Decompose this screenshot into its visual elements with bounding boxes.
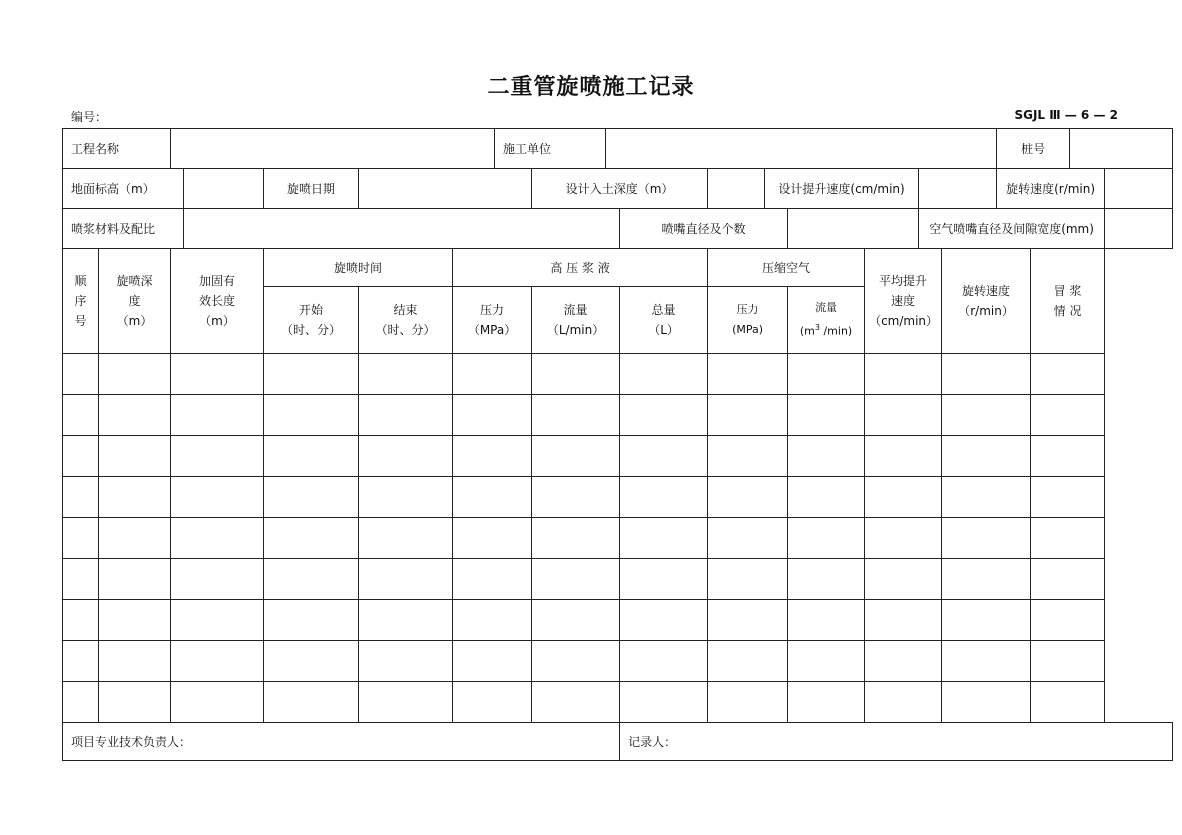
table-cell[interactable] <box>708 436 788 477</box>
table-cell[interactable] <box>171 559 264 600</box>
form-code: SGJL Ⅲ — 6 — 2 <box>1014 108 1118 122</box>
table-cell[interactable] <box>620 682 708 723</box>
record-table <box>62 128 1173 761</box>
design-depth-label: 设计入土深度（m） <box>532 169 708 209</box>
table-cell[interactable] <box>532 477 620 518</box>
table-cell[interactable] <box>865 395 942 436</box>
table-cell[interactable] <box>532 518 620 559</box>
table-cell[interactable] <box>788 600 865 641</box>
tech-lead-signature[interactable]: 项目专业技术负责人： <box>63 723 620 761</box>
table-cell[interactable] <box>942 518 1031 559</box>
table-cell[interactable] <box>453 641 532 682</box>
table-cell[interactable] <box>532 354 620 395</box>
grout-material-field[interactable] <box>184 209 620 249</box>
air-flow-header: 流量 ($m^3$ /min) <box>788 287 865 354</box>
table-cell[interactable] <box>1031 559 1105 600</box>
project-name-label: 工程名称 <box>63 129 171 169</box>
table-cell[interactable] <box>620 641 708 682</box>
table-cell[interactable] <box>532 559 620 600</box>
table-cell[interactable] <box>620 436 708 477</box>
table-cell[interactable] <box>620 518 708 559</box>
table-cell[interactable] <box>620 600 708 641</box>
table-cell[interactable] <box>171 436 264 477</box>
construction-unit-field[interactable] <box>606 129 997 169</box>
table-cell[interactable] <box>620 559 708 600</box>
grout-material-label: 喷浆材料及配比 <box>63 209 184 249</box>
table-row <box>63 436 1173 477</box>
table-cell[interactable] <box>865 682 942 723</box>
table-cell[interactable] <box>942 600 1031 641</box>
table-cell[interactable] <box>264 559 359 600</box>
reinforce-length-header: 加固有 效长度 （m） <box>171 249 264 354</box>
table-cell[interactable] <box>171 354 264 395</box>
hp-total-header: 总量 （L） <box>620 287 708 354</box>
table-cell[interactable] <box>171 395 264 436</box>
table-cell[interactable] <box>1031 518 1105 559</box>
rotation-speed-label: 旋转速度(r/min) <box>997 169 1105 209</box>
table-cell[interactable] <box>708 477 788 518</box>
table-cell[interactable] <box>63 518 99 559</box>
pile-no-field[interactable] <box>1070 129 1173 169</box>
table-cell[interactable] <box>264 600 359 641</box>
table-cell[interactable] <box>942 559 1031 600</box>
table-cell[interactable] <box>865 354 942 395</box>
table-cell[interactable] <box>708 559 788 600</box>
table-row <box>63 477 1173 518</box>
table-cell[interactable] <box>942 395 1031 436</box>
table-cell[interactable] <box>532 395 620 436</box>
table-cell[interactable] <box>532 641 620 682</box>
table-row <box>63 354 1173 395</box>
table-cell[interactable] <box>63 559 99 600</box>
table-cell[interactable] <box>99 559 171 600</box>
table-row <box>63 600 1173 641</box>
table-row <box>63 518 1173 559</box>
table-cell[interactable] <box>99 477 171 518</box>
table-cell[interactable] <box>453 559 532 600</box>
table-cell[interactable] <box>63 477 99 518</box>
table-cell[interactable] <box>453 518 532 559</box>
table-cell[interactable] <box>708 600 788 641</box>
table-row <box>63 682 1173 723</box>
nozzle-diameter-field[interactable] <box>788 209 919 249</box>
table-cell[interactable] <box>359 518 453 559</box>
table-cell[interactable] <box>942 682 1031 723</box>
table-cell[interactable] <box>264 395 359 436</box>
table-cell[interactable] <box>532 600 620 641</box>
table-cell[interactable] <box>942 477 1031 518</box>
table-cell[interactable] <box>708 395 788 436</box>
table-cell[interactable] <box>171 477 264 518</box>
table-cell[interactable] <box>865 559 942 600</box>
table-cell[interactable] <box>63 395 99 436</box>
table-cell[interactable] <box>453 600 532 641</box>
table-cell[interactable] <box>264 641 359 682</box>
table-cell[interactable] <box>788 354 865 395</box>
construction-unit-label: 施工单位 <box>495 129 606 169</box>
ground-elevation-field[interactable] <box>184 169 264 209</box>
table-cell[interactable] <box>1031 354 1105 395</box>
air-pressure-header: 压力 (MPa) <box>708 287 788 354</box>
ground-elevation-label: 地面标高（m） <box>63 169 184 209</box>
table-cell[interactable] <box>99 395 171 436</box>
table-cell[interactable] <box>63 641 99 682</box>
table-cell[interactable] <box>788 559 865 600</box>
table-cell[interactable] <box>99 518 171 559</box>
table-cell[interactable] <box>865 477 942 518</box>
table-cell[interactable] <box>708 641 788 682</box>
start-time-header: 开始 （时、分） <box>264 287 359 354</box>
table-cell[interactable] <box>99 354 171 395</box>
table-cell[interactable] <box>708 354 788 395</box>
jet-date-field[interactable] <box>359 169 532 209</box>
table-row <box>63 559 1173 600</box>
table-cell[interactable] <box>620 354 708 395</box>
air-nozzle-label: 空气喷嘴直径及间隙宽度(mm) <box>919 209 1105 249</box>
rotation-speed-field[interactable] <box>1105 169 1173 209</box>
jet-depth-header: 旋喷深 度 （m） <box>99 249 171 354</box>
table-cell[interactable] <box>453 682 532 723</box>
table-cell[interactable] <box>264 354 359 395</box>
table-cell[interactable] <box>359 641 453 682</box>
table-cell[interactable] <box>788 436 865 477</box>
table-cell[interactable] <box>359 354 453 395</box>
table-cell[interactable] <box>1031 600 1105 641</box>
table-cell[interactable] <box>942 641 1031 682</box>
end-time-header: 结束 （时、分） <box>359 287 453 354</box>
design-lift-speed-label: 设计提升速度(cm/min) <box>765 169 919 209</box>
table-cell[interactable] <box>865 436 942 477</box>
design-depth-field[interactable] <box>708 169 765 209</box>
table-cell[interactable] <box>171 518 264 559</box>
table-cell[interactable] <box>453 354 532 395</box>
table-cell[interactable] <box>99 436 171 477</box>
table-cell[interactable] <box>99 600 171 641</box>
table-cell[interactable] <box>359 600 453 641</box>
table-cell[interactable] <box>264 436 359 477</box>
page-title: 二重管旋喷施工记录 <box>487 75 695 100</box>
table-cell[interactable] <box>359 477 453 518</box>
table-cell[interactable] <box>63 354 99 395</box>
table-cell[interactable] <box>532 436 620 477</box>
hp-flow-header: 流量 （L/min） <box>532 287 620 354</box>
compressed-air-header: 压缩空气 <box>708 249 865 287</box>
table-cell[interactable] <box>620 395 708 436</box>
table-cell[interactable] <box>63 682 99 723</box>
data-rows <box>63 354 1173 723</box>
recorder-signature[interactable]: 记录人： <box>620 723 1173 761</box>
table-cell[interactable] <box>359 395 453 436</box>
air-nozzle-field[interactable] <box>1105 209 1173 249</box>
table-cell[interactable] <box>1031 477 1105 518</box>
table-cell[interactable] <box>865 518 942 559</box>
table-cell[interactable] <box>942 436 1031 477</box>
grout-return-header: 冒 浆 情 况 <box>1031 249 1105 354</box>
table-cell[interactable] <box>99 641 171 682</box>
table-cell[interactable] <box>620 477 708 518</box>
nozzle-diameter-label: 喷嘴直径及个数 <box>620 209 788 249</box>
table-row <box>63 641 1173 682</box>
table-cell[interactable] <box>1031 682 1105 723</box>
project-name-field[interactable] <box>171 129 495 169</box>
table-cell[interactable] <box>264 682 359 723</box>
table-cell[interactable] <box>708 682 788 723</box>
table-cell[interactable] <box>99 682 171 723</box>
table-cell[interactable] <box>359 559 453 600</box>
table-cell[interactable] <box>453 436 532 477</box>
table-cell[interactable] <box>1031 641 1105 682</box>
table-cell[interactable] <box>788 518 865 559</box>
table-cell[interactable] <box>788 395 865 436</box>
code-label: 编号： <box>71 110 108 124</box>
table-cell[interactable] <box>453 395 532 436</box>
table-cell[interactable] <box>359 682 453 723</box>
design-lift-speed-field[interactable] <box>919 169 997 209</box>
table-cell[interactable] <box>1031 395 1105 436</box>
table-cell[interactable] <box>359 436 453 477</box>
table-cell[interactable] <box>453 477 532 518</box>
table-cell[interactable] <box>171 682 264 723</box>
table-cell[interactable] <box>865 641 942 682</box>
seq-header: 顺 序 号 <box>63 249 99 354</box>
high-pressure-grout-header: 高 压 浆 液 <box>453 249 708 287</box>
table-cell[interactable] <box>788 477 865 518</box>
table-row <box>63 395 1173 436</box>
table-cell[interactable] <box>532 682 620 723</box>
hp-pressure-header: 压力 （MPa） <box>453 287 532 354</box>
table-cell[interactable] <box>1031 436 1105 477</box>
table-cell[interactable] <box>63 436 99 477</box>
jet-time-header: 旋喷时间 <box>264 249 453 287</box>
table-cell[interactable] <box>264 518 359 559</box>
table-cell[interactable] <box>171 600 264 641</box>
table-cell[interactable] <box>788 641 865 682</box>
table-cell[interactable] <box>264 477 359 518</box>
pile-no-label: 桩号 <box>997 129 1070 169</box>
table-cell[interactable] <box>865 600 942 641</box>
table-cell[interactable] <box>942 354 1031 395</box>
table-cell[interactable] <box>171 641 264 682</box>
table-cell[interactable] <box>63 600 99 641</box>
table-cell[interactable] <box>708 518 788 559</box>
avg-lift-speed-header: 平均提升 速度 （cm/min） <box>865 249 942 354</box>
rot-speed-header: 旋转速度 （r/min） <box>942 249 1031 354</box>
jet-date-label: 旋喷日期 <box>264 169 359 209</box>
table-cell[interactable] <box>788 682 865 723</box>
